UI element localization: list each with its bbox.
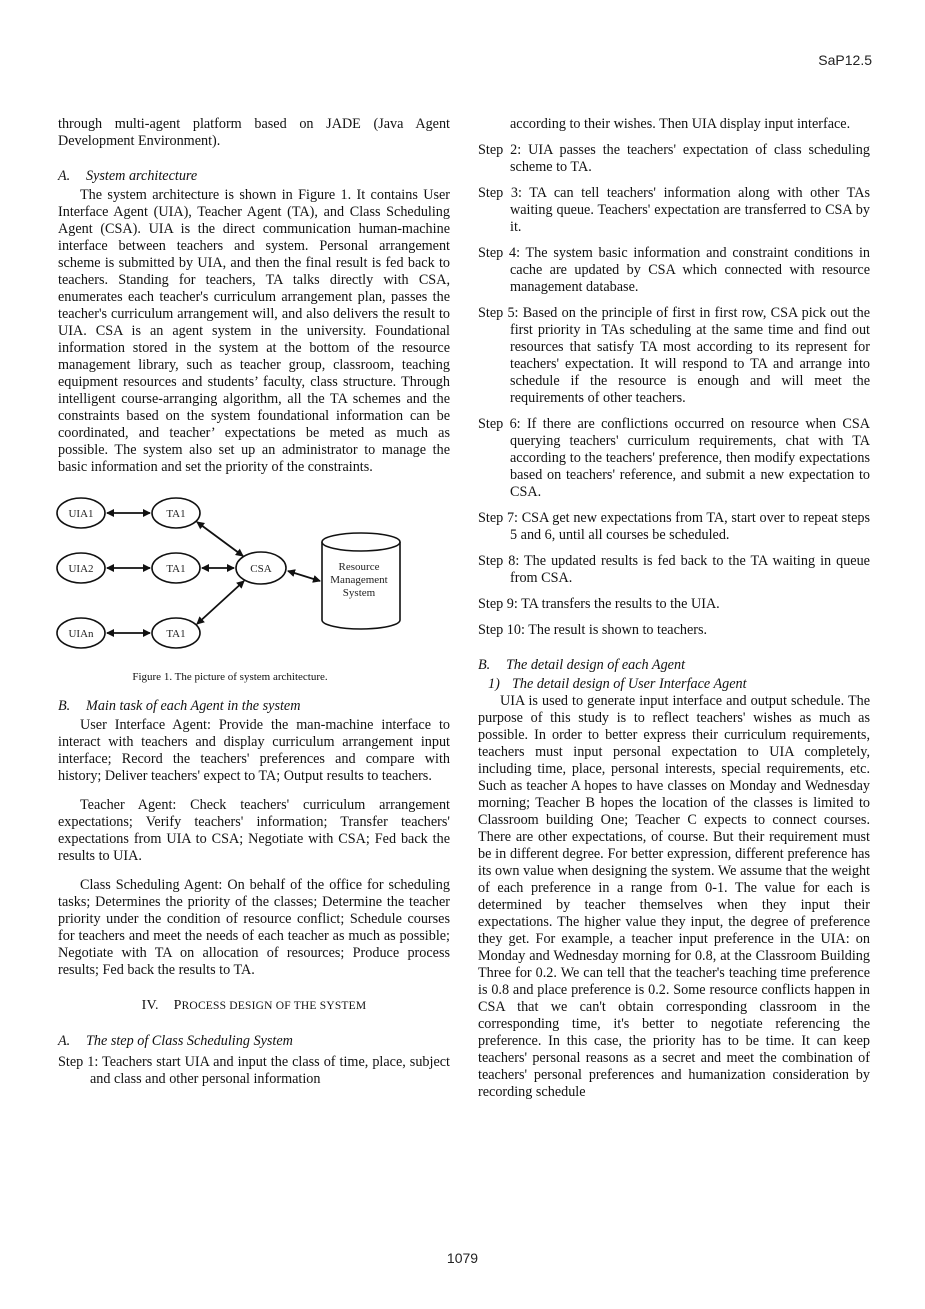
section-iv-a-title: The step of Class Scheduling System bbox=[86, 1033, 293, 1049]
step-10-label: Step 10: bbox=[478, 622, 529, 638]
db-label-line1: Resource bbox=[338, 561, 380, 573]
subsection-1-label: 1) bbox=[488, 676, 500, 692]
step-3 bbox=[478, 185, 870, 236]
step-9 bbox=[478, 596, 870, 613]
csa-label: CSA bbox=[250, 563, 272, 575]
uian-label: UIAn bbox=[68, 628, 94, 640]
step-1-label: Step 1: bbox=[58, 1054, 103, 1070]
figure-caption: Figure 1. The picture of system architecture. bbox=[132, 671, 328, 683]
step-8-text: The updated results is fed back to the TA waiting in queue from CSA. bbox=[510, 553, 870, 586]
intro-paragraph: through multi-agent platform based on JADE (Java Agent Development Environment). bbox=[58, 116, 450, 149]
page-number: 1079 bbox=[446, 1250, 479, 1266]
ta-task-paragraph: Teacher Agent: Check teachers' curriculum arrangement expectations; Verify teachers' information; Transfer teachers' expectations from UIA to CSA; Negotiate with CSA; Fed back the results to UIA. bbox=[58, 797, 450, 864]
running-head: SaP12.5 bbox=[818, 52, 872, 68]
section-iv-title: ROCESS DESIGN OF THE SYSTEM bbox=[181, 1000, 367, 1012]
step-5-text: Based on the principle of first in first row, CSA pick out the first priority in TAs scheduling at the same time and find out resources that satisfy TA most according to its represent for teachers' expectation. It will respond to TA and arrange into schedule if the resource is enough and will meet the requirements of other teachers. bbox=[510, 305, 870, 406]
step-8-label: Step 8: bbox=[478, 553, 525, 569]
step-9-text: TA transfers the results to the UIA. bbox=[521, 596, 720, 612]
step-10 bbox=[478, 622, 870, 639]
ta1-label-top: TA1 bbox=[166, 508, 186, 520]
step-8 bbox=[478, 553, 870, 587]
subsection-1-title: The detail design of User Interface Agent bbox=[512, 676, 747, 692]
section-a-label: A. bbox=[58, 168, 71, 184]
step-4 bbox=[478, 245, 870, 296]
section-b-title: Main task of each Agent in the system bbox=[86, 698, 301, 714]
step-6 bbox=[478, 416, 870, 501]
section-a-title: System architecture bbox=[86, 168, 198, 184]
section-b-heading bbox=[58, 698, 450, 715]
ta1-label-middle: TA1 bbox=[166, 563, 186, 575]
uia-task-paragraph: User Interface Agent: Provide the man-machine interface to interact with teachers and display curriculum arrangement input interface; Record the teachers' preferences and compare with history; Deliver teachers' expect to TA; Output results to teachers. bbox=[58, 717, 450, 784]
step-10-text: The result is shown to teachers. bbox=[528, 622, 708, 638]
section-iv-numeral: IV. bbox=[141, 998, 159, 1013]
step-9-label: Step 9: bbox=[478, 596, 522, 612]
step-4-text: The system basic information and constraint conditions in cache are updated by CSA which connected with resource management database. bbox=[510, 245, 870, 295]
uia1-label: UIA1 bbox=[68, 508, 94, 520]
step-4-label: Step 4: bbox=[478, 245, 526, 261]
csa-task-paragraph: Class Scheduling Agent: On behalf of the office for scheduling tasks; Determines the priority of the classes; Determine the teacher priority under the condition of resource conflict; Schedule courses for teachers and meet the needs of each teacher as much as possible; Negotiate with TA on allocation of resources; Produce process results; Fed back the results to TA. bbox=[58, 877, 450, 978]
section-iv-first-letter: P bbox=[173, 998, 182, 1013]
section-a-heading bbox=[58, 168, 450, 185]
db-label-line2: Management bbox=[330, 574, 388, 586]
left-column bbox=[58, 116, 450, 1088]
step-3-text: TA can tell teachers' information along with other TAs waiting queue. Teachers' expectation are transferred to CSA by it. bbox=[510, 185, 870, 235]
system-architecture-figure bbox=[54, 496, 406, 671]
section-iv-a-heading bbox=[58, 1033, 450, 1050]
step-2-text: UIA passes the teachers' expectation of class scheduling scheme to TA. bbox=[510, 142, 870, 175]
right-section-b-heading bbox=[478, 657, 870, 674]
step-1-text: Teachers start UIA and input the class of time, place, subject and class and other personal information bbox=[90, 1054, 450, 1087]
step-7 bbox=[478, 510, 870, 544]
architecture-diagram bbox=[54, 496, 406, 671]
step-2 bbox=[478, 142, 870, 176]
step-2-label: Step 2: bbox=[478, 142, 529, 158]
step-7-label: Step 7: bbox=[478, 510, 522, 526]
right-column bbox=[478, 116, 870, 1101]
step-6-text: If there are conflictions occurred on resource when CSA querying teachers' curriculum requirements, chat with TA according to the teachers' preference, then modify expectations based on teachers' reference, and submit a new expectation to CSA. bbox=[510, 416, 870, 500]
section-iv-a-label: A. bbox=[58, 1033, 71, 1049]
step-7-text: CSA get new expectations from TA, start over to repeat steps 5 and 6, until all courses be scheduled. bbox=[510, 510, 870, 543]
architecture-paragraph: The system architecture is shown in Figure 1. It contains User Interface Agent (UIA), Teacher Agent (TA), and Class Scheduling Agent (CSA). UIA is the direct communication human-machine interface between teachers and system. Personal arrangement scheme is submitted by UIA, and then the final result is fed back to teachers. Standing for teachers, TA talks directly with CSA, enumerates each teacher's curriculum arrangement plan, passes the teacher's curriculum arrangement will, and also delivers the result to UIA. CSA is an agent system in the university. Foundational information stored in the system at the bottom of the resource management library, such as teacher group, classroom, teaching equipment resources and students’ faculty, class structure. Through intelligent course-arranging algorithm, all the TA schemes and the constraints based on the system foundational information can be coordinated, and teacher’ expectations be meted as much as possible. The system also set up an administrator to manage the basic information and set the priority of the constraints. bbox=[58, 187, 450, 475]
step-5-label: Step 5: bbox=[478, 305, 523, 321]
step-5 bbox=[478, 305, 870, 407]
step-6-label: Step 6: bbox=[478, 416, 527, 432]
step-1 bbox=[58, 1054, 450, 1088]
step-1-continued: according to their wishes. Then UIA display input interface. bbox=[510, 116, 851, 132]
subsection-1-heading bbox=[478, 676, 870, 693]
step-3-label: Step 3: bbox=[478, 185, 530, 201]
section-b-label: B. bbox=[58, 698, 71, 714]
right-section-b-label: B. bbox=[478, 657, 491, 673]
uia2-label: UIA2 bbox=[68, 563, 94, 575]
db-label-line3: System bbox=[342, 587, 376, 599]
section-iv-heading bbox=[58, 997, 450, 1015]
uia-design-paragraph: UIA is used to generate input interface and output schedule. The purpose of this study is to reflect teachers' wishes as much as possible. In order to better express their curriculum requirements, teachers must input personal expectation to UIA completely, including time, place, personal interests, special requirements, etc. Such as teacher A hopes to have classes on Monday and Wednesday morning; Teacher B hopes the location of the classes is limited to Classroom building One; Teacher C expects to connect courses. There are other expectations, of course. But their requirement must be in different degree. For better expression, different preference has its own value when designing the system. We assume that the weight of each preference in a range from 0-1. The value for each is determined by teacher themselves when they input their expectations. The higher value they input, the degree of preference they get. For example, a teacher input preference in the UIA: on Monday and Wednesday morning for 0.8, at the Classroom Building Three for 0.2. We can tell that the teacher's teaching time preference is 0.8 and place preference is 0.2. Some resource conflicts happen in CSA that we can't obtain corresponding classroom in the corresponding time, it's better to negotiate referencing the preference. In this case, the priority has to be time. It can keep teachers' personal reasons as a secret and meet the combination of teachers' personal preferences and humanization consideration by recording schedule bbox=[478, 693, 870, 1100]
right-section-b-title: The detail design of each Agent bbox=[506, 657, 686, 673]
ta1-label-bottom: TA1 bbox=[166, 628, 186, 640]
